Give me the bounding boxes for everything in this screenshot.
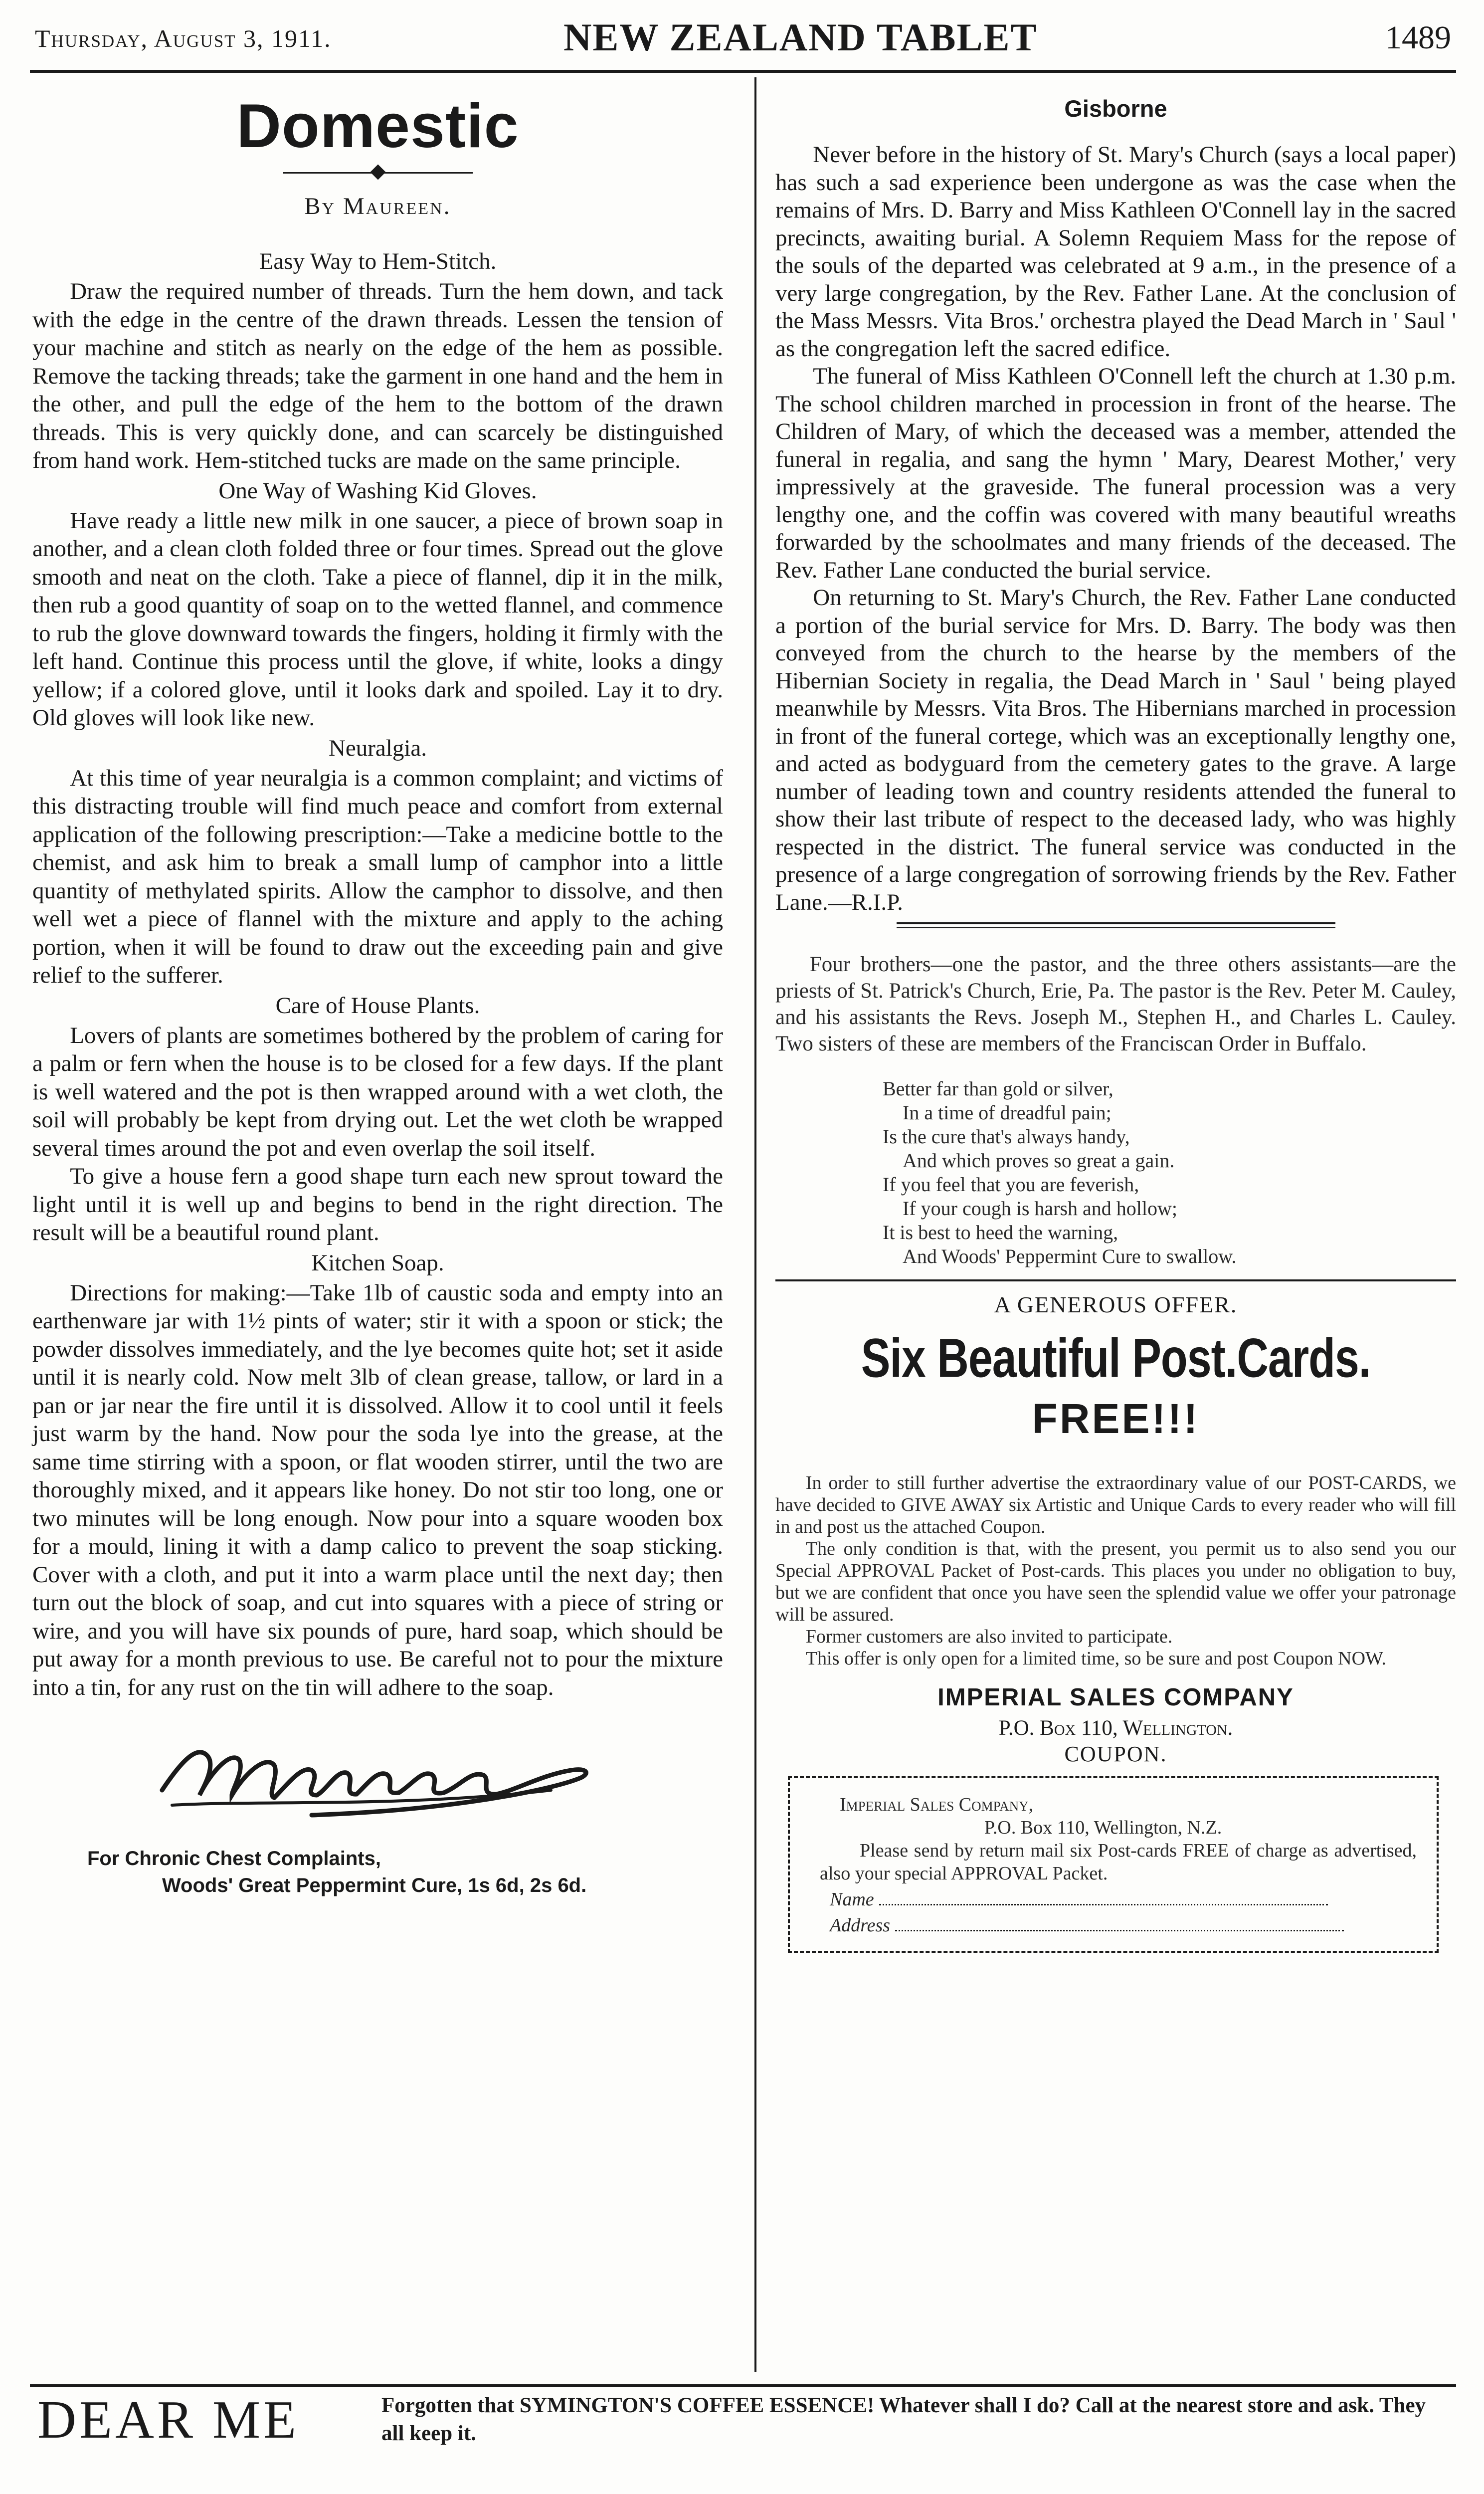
- masthead-rule: [30, 70, 1456, 73]
- name-label: Name: [830, 1889, 874, 1910]
- poem-line: In a time of dreadful pain;: [903, 1101, 1112, 1124]
- coupon-form[interactable]: [788, 1776, 1439, 1953]
- company-name: IMPERIAL SALES COMPANY: [937, 1684, 1294, 1711]
- section-heading: Easy Way to Hem-Stitch.: [259, 248, 497, 275]
- gisborne-paragraph: On returning to St. Mary's Church, the Rev. Father Lane conducted a portion of the burial service for Mrs. D. Barry. The body was then conveyed from the church to the hearse by the members of the Hibernian Society in regalia, the Dead March in ' Saul ' being played meanwhile by Messrs. Vita Bros. The Hibernians marched in procession in front of the funeral cortege, which was an exceptionally lengthy one, and acted as bodyguard from the cemetery gates to the grave. A large number of leading town and country residents attended the funeral to show their last tribute of respect to the deceased lady, who was highly respected in the district. The funeral service was conducted in the presence of a large congregation of sorrowing friends by the Rev. Father Lane.—R.I.P.: [775, 585, 1456, 915]
- poem-line: And Woods' Peppermint Cure to swallow.: [903, 1245, 1237, 1267]
- peppermint-poem: [883, 1077, 1456, 1268]
- chest-ad-line: Woods' Great Peppermint Cure, 1s 6d, 2s 6d.: [162, 1874, 587, 1897]
- brothers-item: Four brothers—one the pastor, and the three others assistants—are the priests of St. Patrick's Church, Erie, Pa. The pastor is the Rev. Peter M. Cauley, and his assistants the Revs. Joseph M., Stephen H., and Charles L. Cauley. Two sisters of these are members of the Franciscan Order in Buffalo.: [775, 953, 1456, 1055]
- section-paragraph: Lovers of plants are sometimes bothered by the problem of caring for a palm or fern when the house is to be closed for a few days. If the plant is well watered and the pot is then wrapped around with a wet cloth, the soil will probably be kept from drying out. Let the wet cloth be wrapped several times around the pot and even overlap the soil itself.: [32, 1022, 723, 1161]
- offer-heading: A GENEROUS OFFER.: [994, 1292, 1238, 1317]
- domestic-column: [32, 87, 723, 1899]
- poem-line: If your cough is harsh and hollow;: [903, 1197, 1178, 1220]
- poem-line: And which proves so great a gain.: [903, 1149, 1175, 1172]
- ornament-rule: [283, 165, 473, 180]
- poem-line: Better far than gold or silver,: [883, 1077, 1113, 1100]
- address-label: Address: [830, 1915, 891, 1936]
- section-heading: Kitchen Soap.: [311, 1249, 444, 1276]
- offer-paragraph: The only condition is that, with the present, you permit us to also send you our Special APPROVAL Packet of Post-cards. This places you under no obligation to buy, but we are confident that once you have seen the splendid value we offer your patronage will be assured.: [775, 1538, 1456, 1625]
- offer-paragraph: Former customers are also invited to participate.: [805, 1626, 1173, 1647]
- section-paragraph: Have ready a little new milk in one saucer, a piece of brown soap in another, and a clean cloth folded three or four times. Spread out the glove smooth and neat on the cloth. Take a piece of flannel, dip it in the milk, then rub a good quantity of soap on to the wetted flannel, and commence to rub the glove downward towards the fingers, holding it firmly with the left hand. Continue this process until the glove, if white, looks a dingy yellow; if a colored glove, until it looks dark and spoiled. Lay it to dry. Old gloves will look like new.: [32, 507, 723, 731]
- address-blank[interactable]: [895, 1920, 1344, 1931]
- offer-title: Six Beautiful Post.Cards.: [861, 1327, 1371, 1389]
- coupon-label: COUPON.: [1064, 1742, 1167, 1766]
- masthead: [35, 15, 1451, 70]
- poem-line: If you feel that you are feverish,: [883, 1173, 1139, 1196]
- coupon-addressee: Imperial Sales Company,: [840, 1794, 1034, 1815]
- gisborne-paragraph: Never before in the history of St. Mary's Church (says a local paper) has such a sad experience been undergone as was the case when the remains of Mrs. D. Barry and Miss Kathleen O'Connell lay in the sacred precincts, awaiting burial. A Solemn Requiem Mass for the repose of the souls of the departed was celebrated at 9 a.m., in the presence of a very large congregation, by the Rev. Father Lane. At the conclusion of the Mass Messrs. Vita Bros.' orchestra played the Dead March in ' Saul ' as the congregation left the sacred edifice.: [775, 142, 1456, 362]
- domestic-title: Domestic: [236, 92, 519, 161]
- company-address: P.O. Box 110, Wellington.: [998, 1716, 1233, 1740]
- coupon-address-field[interactable]: [820, 1914, 1417, 1937]
- poem-line: It is best to heed the warning,: [883, 1221, 1118, 1244]
- coupon-request: Please send by return mail six Post-cards FREE of charge as advertised, also your special APPROVAL Packet.: [820, 1840, 1417, 1884]
- offer-free: FREE!!!: [1032, 1395, 1200, 1442]
- issue-date: Thursday, August 3, 1911.: [35, 24, 332, 52]
- section-paragraph: Draw the required number of threads. Turn the hem down, and tack with the edge in the centre of the drawn threads. Lessen the tension of your machine and stitch as nearly on the edge of the hem as possible. Remove the tacking threads; take the garment in one hand and the hem in the other, and pull the edge of the hem to the bottom of the drawn threads. This is very quickly done, and can scarcely be distinguished from hand work. Hem-stitched tucks are made on the same principle.: [32, 278, 723, 474]
- section-heading: Care of House Plants.: [275, 992, 480, 1019]
- chest-ad-line: For Chronic Chest Complaints,: [87, 1848, 381, 1870]
- gisborne-heading: Gisborne: [1064, 95, 1167, 122]
- coupon-name-field[interactable]: [820, 1888, 1417, 1911]
- poem-line: Is the cure that's always handy,: [883, 1125, 1130, 1148]
- offer-paragraph: In order to still further advertise the extraordinary value of our POST-CARDS, we have decided to GIVE AWAY six Artistic and Unique Cards to every reader who will fill in and post us the attached Coupon.: [775, 1472, 1456, 1537]
- right-column: [775, 95, 1456, 1953]
- signature-drawing: [152, 1715, 601, 1825]
- footer-rule: [30, 2384, 1456, 2387]
- section-heading: One Way of Washing Kid Gloves.: [218, 477, 537, 504]
- page-number: 1489: [1385, 19, 1451, 56]
- gisborne-paragraph: The funeral of Miss Kathleen O'Connell left the church at 1.30 p.m. The school children marched in procession in front of the hearse. The Children of Mary, of which the deceased was a member, attended the funeral in regalia, and sang the hymn ' Mary, Dearest Mother,' very impressively at the graveside. The funeral procession was a very lengthy one, and the coffin was covered with many beautiful wreaths forwarded by the schoolmates and many friends of the deceased. The Rev. Father Lane conducted the burial service.: [775, 363, 1456, 583]
- column-divider: [754, 77, 756, 2372]
- newspaper-title: NEW ZEALAND TABLET: [563, 15, 1038, 59]
- section-paragraph: Directions for making:—Take 1lb of caustic soda and empty into an earthenware jar with 1½ pints of water; stir it with a spoon or stick; the powder dissolves immediately, and the lye becomes quite hot; set it aside until it is nearly cold. Now melt 3lb of clean grease, tallow, or lard in a pan or jar near the fire until it is dissolved. Allow it to cool until it feels just warm by the hand. Now pour the soda lye into the grease, at the same time stirring with a spoon, or flat wooden stirrer, until the two are thoroughly mixed, and it appears like honey. Do not stir too long, one or two minutes will be long enough. Now pour into a square wooden box for a mould, lining it with a damp calico to prevent the soap sticking. Cover with a cloth, and put it into a warm place until the next day; then turn out the block of soap, and cut into squares with a piece of string or wire, and you will have six pounds of pure, hard soap, which should be put away for a month previous to use. Be careful not to pour the mixture into a tin, for any rust on the tin will adhere to the soap.: [32, 1279, 723, 1700]
- section-paragraph: At this time of year neuralgia is a common complaint; and victims of this distracting trouble will find much peace and comfort from external application of the following prescription:—Take a medicine bottle to the chemist, and ask him to break a small lump of camphor into a little quantity of methylated spirits. Allow the camphor to dissolve, and then well wet a piece of flannel with the mixture and apply to the aching portion, when it will be found to draw out the exceeding pain and give relief to the sufferer.: [32, 765, 723, 989]
- offer-paragraph: This offer is only open for a limited time, so be sure and post Coupon NOW.: [805, 1648, 1386, 1669]
- footer-headline: DEAR ME: [37, 2390, 299, 2450]
- name-blank[interactable]: [879, 1894, 1328, 1905]
- coupon-address: P.O. Box 110, Wellington, N.Z.: [984, 1817, 1222, 1838]
- maureen-signature: [32, 1715, 723, 1830]
- coffee-ad-text: Forgotten that SYMINGTON'S COFFEE ESSENCE! Whatever shall I do? Call at the nearest store and ask. They all keep it.: [381, 2394, 1426, 2445]
- section-paragraph: To give a house fern a good shape turn each new sprout toward the light until it is well up and begins to bend in the right direction. The result will be a beautiful round plant.: [32, 1163, 723, 1246]
- byline: By Maureen.: [304, 193, 451, 220]
- section-heading: Neuralgia.: [328, 735, 427, 761]
- section-rule: [897, 922, 1335, 930]
- postcard-offer: [775, 1279, 1456, 1953]
